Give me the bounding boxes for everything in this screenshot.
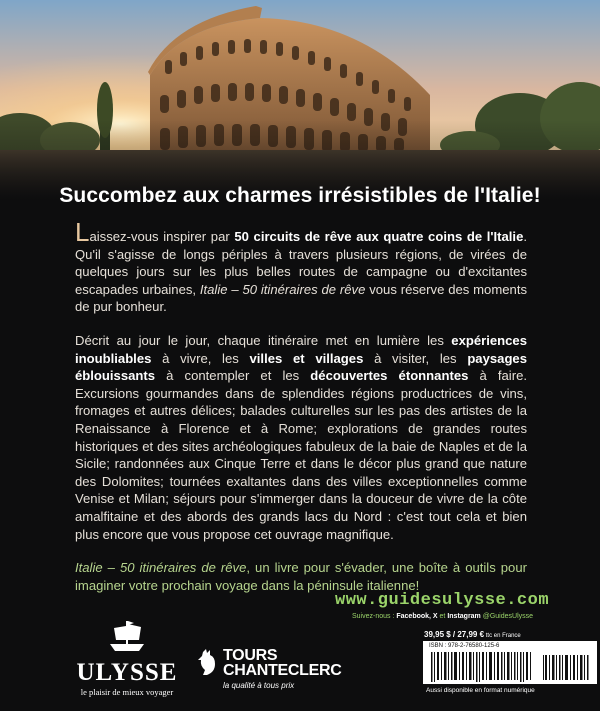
paragraph-closing: Italie – 50 itinéraires de rêve, un livre pour s'évader, une boîte à outils pour imaginer votre prochain voyage dans la péninsule italienne!: [75, 560, 527, 593]
tc-line2: CHANTECLERC: [223, 662, 342, 679]
tc-line1: TOURS: [223, 647, 278, 664]
social-networks[interactable]: Facebook, X: [396, 613, 438, 620]
barcode-bars: [423, 641, 597, 684]
ulysse-logo: [72, 618, 182, 698]
digital-availability: Aussi disponible en format numérique: [426, 687, 535, 694]
highlight-decouvertes: découvertes étonnantes: [310, 368, 469, 384]
social-follow: Suivez-nous : Facebook, X et Instagram @GuidesUlysse: [352, 613, 534, 620]
book-title-italic-2: Italie – 50 itinéraires de rêve: [75, 560, 247, 576]
paragraph-intro: Laissez-vous inspirer par 50 circuits de rêve aux quatre coins de l'Italie. Qu'il s'agisse de longs périples à travers plusieurs régions, de virées de quelques jours sur les plus belles routes de campagne ou d'excitantes escapades urbaines, Italie – 50 itinéraires de rêve vous réserve des moments de pur bonheur.: [75, 217, 527, 315]
ulysse-wordmark: ULYSSE: [76, 659, 178, 686]
highlight-circuits: 50 circuits de rêve aux quatre coins de l'Italie: [234, 229, 524, 244]
headline: Succombez aux charmes irrésistibles de l'Italie!: [59, 184, 541, 207]
paragraph-details: Décrit au jour le jour, chaque itinéraire met en lumière les expériences inoubliables à vivre, les villes et villages à visiter, les paysages éblouissants à contempler et les découvertes étonnantes à faire. Excursions gourmandes dans de splendides régions productrices de vins, fromages et autres délices; balades culturelles sur les pas des artistes de la Renaissance à Florence et à Rome; explorations de grandes routes historiques et des sites archéologiques fabuleux de la baie de Naples et de la Sicile; randonnées aux Cinque Terre et dans le décor plus grand que nature des Dolomites; tournées exaltantes dans des villes exceptionnelles comme Venise et Milan; séjours pour s'immerger dans la douceur de vivre de la côte amalfitaine et des abords des grands lacs du Nord : c'est tout cela et bien plus encore que vous propose cet ouvrage magnifique.: [75, 332, 528, 542]
book-title-italic: Italie – 50 itinéraires de rêve: [199, 281, 366, 297]
barcode: [423, 641, 597, 684]
tc-tagline: la qualité à tous prix: [223, 681, 295, 690]
tours-chanteclerc-logo: [197, 647, 342, 690]
highlight-paysages: paysages éblouissants: [75, 350, 528, 384]
isbn-text: ISBN : 978-2-76580-125-6: [429, 643, 500, 649]
highlight-villes: villes et villages: [249, 350, 364, 366]
drop-cap: L: [75, 217, 90, 247]
ship-icon: [104, 618, 150, 654]
social-instagram[interactable]: Instagram: [447, 613, 481, 620]
price-label: 39,95 $ / 27,99 € ttc en France: [424, 630, 521, 639]
website-link[interactable]: www.guidesulysse.com: [335, 591, 550, 610]
description-text: [75, 217, 528, 610]
ulysse-tagline: le plaisir de mieux voyager: [80, 687, 174, 697]
colosseum-photo: [0, 0, 600, 200]
rooster-icon: [197, 648, 219, 678]
highlight-experiences: expériences inoubliables: [75, 332, 527, 366]
